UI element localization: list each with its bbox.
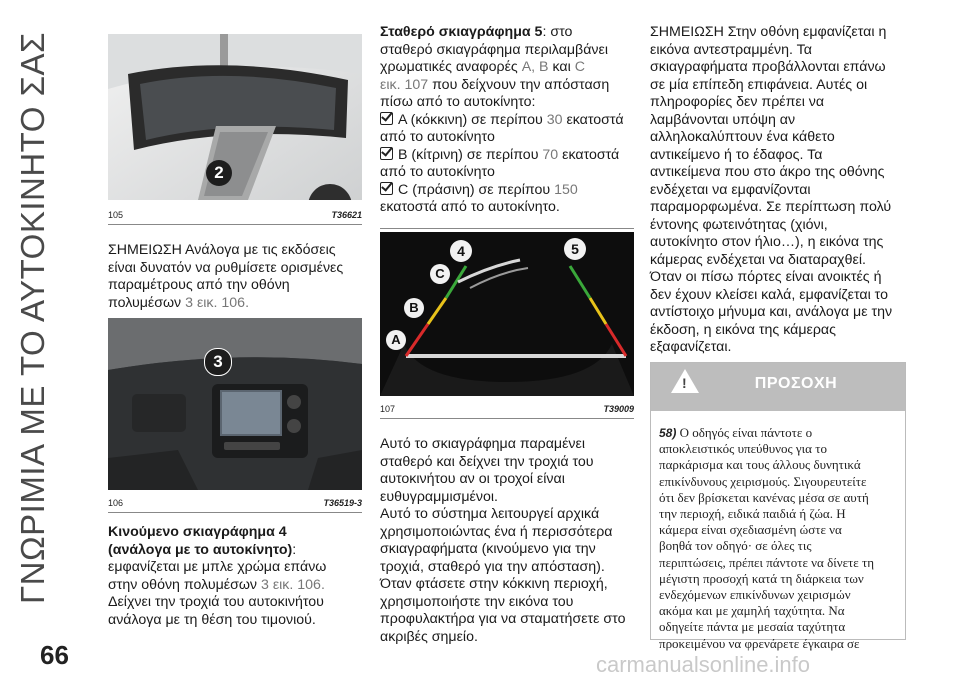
text-line: την περιοχή, ειδικά παιδιά ή ζώα. Η [659,506,846,522]
page-number: 66 [40,640,69,670]
figure-ref: εικ. [380,76,401,93]
text-line: αποκλειστικός υπεύθυνος για το [659,441,827,457]
distance-value: 70 [542,146,559,163]
text-line: εμφανίζεται με μπλε χρώμα επάνω [108,559,327,575]
figure-107-camera-guides [380,232,634,396]
note-multimedia-settings [108,242,366,312]
text-line: βοηθά τον οδηγό· σε όλες τις [659,538,812,554]
text-line: πίσω από το αυτοκίνητο: [380,94,536,110]
chapter-title: ΓΝΩΡΙΜΙΑ ΜΕ ΤΟ ΑΥΤΟΚΙΝΗΤΟ ΣΑΣ [14,32,51,604]
text-line: Όταν φτάσετε στην κόκκινη περιοχή, [380,576,608,592]
text-line: δεν έχουν κλείσει καλά, εμφανίζεται το [650,286,888,303]
text-line: και [552,59,571,75]
caption-105-number: 105 [108,210,124,220]
callout-3: 3 [204,348,232,376]
text-line: A (κόκκινη) σε περίπου [398,111,543,128]
text-line: πολυμέσων [108,294,182,311]
text-line: αντίστοιχο μήνυμα και, ανάλογα με την [650,304,893,320]
check-bullet-icon [380,147,393,160]
text-line: ακόμα και με χαμηλή ταχύτητα. Να [659,603,845,619]
text-line: Ο οδηγός είναι πάντοτε ο [679,425,813,440]
text-line: σκιαγραφήματα προβάλλονται επάνω [650,59,886,75]
text-line: ακριβές σημείο. [380,628,478,645]
caption-105-code: T36621 [331,210,362,220]
text-line: στην οθόνη πολυμέσων [108,576,258,593]
dashboard-illustration [108,318,362,490]
caption-107 [380,404,634,414]
label-C: C [430,264,450,284]
text-line: εξαφανίζεται. [650,339,732,355]
label-4: 4 [450,240,472,262]
text-line: παραμορφωμένα. Σε περίπτωση πολύ [650,199,892,215]
text-line: λαμβάνονται υπόψη αν [650,111,796,128]
text-line: ανάλογα με τη θέση του τιμονιού. [108,611,316,628]
figure-105-mirror [108,34,362,200]
text-line: επικίνδυνους χειρισμούς. Σιγουρευτείτε [659,473,867,489]
text-line: χρωματικές αναφορές [380,59,518,75]
text-line: αντικείμενα που στο άκρο της οθόνης [650,164,885,180]
text-line: C (πράσινη) σε περίπου [398,181,551,198]
warning-box [650,362,906,651]
warning-number: 58) [659,426,677,440]
text-line: έκδοση, η εικόνα της κάμερας [650,321,836,338]
caption-105 [108,210,362,220]
check-bullet-icon [380,112,393,125]
text-line: εκατοστά [566,111,624,128]
caption-106-code: T36519-3 [323,498,362,508]
section-heading: (ανάλογα με το αυτοκίνητο) [108,541,293,558]
label-A: A [386,330,406,350]
text-line: ευθυγραμμισμένοι. [380,488,498,505]
text-line: αλληλοκαλύπτουν ένα κάθετο [650,129,835,145]
text-line: ενδέχεται να εμφανίζονται [650,181,811,198]
color-ref: A, B [521,59,549,75]
warning-header [651,363,905,411]
text-line: Αυτό το σύστημα λειτουργεί αρχικά [380,506,600,522]
distance-value: 30 [546,111,563,128]
text-line: τροχιά, σταθερό για την απόσταση). [380,558,605,575]
text-line: αυτοκινήτου αν οι τροχοί είναι [380,471,565,487]
section-heading: Κινούμενο σκιαγράφημα 4 [108,524,287,540]
text-line: σταθερό σκιαγράφημα περιλαμβάνει [380,41,608,58]
text-line: Όταν οι πίσω πόρτες είναι ανοικτές ή [650,269,882,285]
label-5: 5 [564,238,586,260]
figure-ref: 107 [404,76,429,93]
text-line: αυτοκίνητο στον ήλιο…), η εικόνα της [650,234,884,250]
caption-107-number: 107 [380,404,396,414]
text-line: κάμερα είναι σχεδιασμένη ώστε να [659,522,842,538]
text-line: από το αυτοκίνητο [380,164,495,180]
text-line: ΣΗΜΕΙΩΣΗ Ανάλογα με τις εκδόσεις [108,242,336,258]
text-line: εκατοστά [562,146,620,163]
color-ref: C [574,59,585,75]
exclamation-icon: ! [682,375,687,391]
text-line: σταθερό και δείχνει την τροχιά του [380,453,594,470]
text-line: από το αυτοκίνητο [380,129,495,145]
text-line: πληροφορίες δεν πρέπει να [650,94,825,110]
figure-106-dashboard [108,318,362,490]
text-line: εικόνα αντεστραμμένη. Τα [650,41,812,58]
text-line: περιπτώσεις, πρέπει πάντοτε να δίνετε τη [659,554,875,570]
text-line: έντονης φωτεινότητας (χιόνι, [650,216,828,233]
text-line: : στο [542,24,573,40]
check-bullet-icon [380,182,393,195]
text-line: παρκάρισμα και τους άλλους δυνητικά [659,457,861,473]
warning-text [659,425,899,652]
text-line: σκιαγραφήματα (κινούμενο για την [380,541,596,557]
watermark: carmanualsonline.info [596,652,811,677]
text-line: χρησιμοποιήστε την εικόνα του [380,593,574,610]
text-line: εκατοστά από το αυτοκίνητο. [380,199,560,215]
text-line: χρησιμοποιώντας ένα ή περισσότερα [380,523,613,540]
figure-ref: 3 εικ. 106. [260,576,325,593]
text-line: ενδεχόμενων επικίνδυνων χειρισμών [659,587,851,603]
text-line: προκειμένου να φρενάρετε έγκαιρα σε [659,635,860,651]
text-line: που δείχνουν την απόσταση [432,76,610,93]
text-line: σε μία επίπεδη επιφάνεια. Αυτές οι [650,76,868,93]
text-line: B (κίτρινη) σε περίπου [398,146,539,163]
label-B: B [404,298,424,318]
caption-107-code: T39009 [603,404,634,414]
section-heading: Σταθερό σκιαγράφημα 5 [380,24,543,40]
text-line: ότι δεν βρίσκεται κανένας μέσα σε αυτή [659,489,869,505]
text-line: αντικείμενο ή το έδαφος. Τα [650,146,823,163]
distance-value: 150 [554,181,578,198]
text-line: μέγιστη προσοχή κατά τη διάρκεια των [659,570,864,586]
text-line: προφυλακτήρα για να σταματήσετε στο [380,611,626,627]
warning-title: ΠΡΟΣΟΧΗ [754,375,838,392]
text-line: παραμέτρους από την οθόνη [108,277,290,293]
fixed-outline-section [380,24,640,217]
moving-outline-section: Κινούμενο σκιαγράφημα 4 (ανάλογα με το αυτοκίνητο): εμφανίζεται με μπλε χρώμα επάνω στην οθόνη πολυμέσων 3 εικ. 106. Δείχνει την τροχιά του αυτοκινήτου ανάλογα με τη θέση του τιμονιού. [108,524,366,629]
note-inverted-image [650,24,912,357]
mirror-illustration [108,34,362,200]
text-line: είναι δυνατόν να ρυθμίσετε ορισμένες [108,259,344,276]
text-line: ΣΗΜΕΙΩΣΗ Στην οθόνη εμφανίζεται η [650,24,887,40]
text-line: οδηγείτε πάντα με μεσαία ταχύτητα [659,619,846,635]
trajectory-description [380,436,640,646]
caption-106 [108,498,362,508]
text-line: κάμερας ενδέχεται να διαταραχθεί. [650,251,866,268]
text-line: Αυτό το σκιαγράφημα παραμένει [380,436,586,452]
caption-106-number: 106 [108,498,124,508]
text-line: Δείχνει την τροχιά του αυτοκινήτου [108,594,324,610]
callout-2: 2 [206,160,232,186]
figure-ref: 3 εικ. 106. [185,294,250,311]
